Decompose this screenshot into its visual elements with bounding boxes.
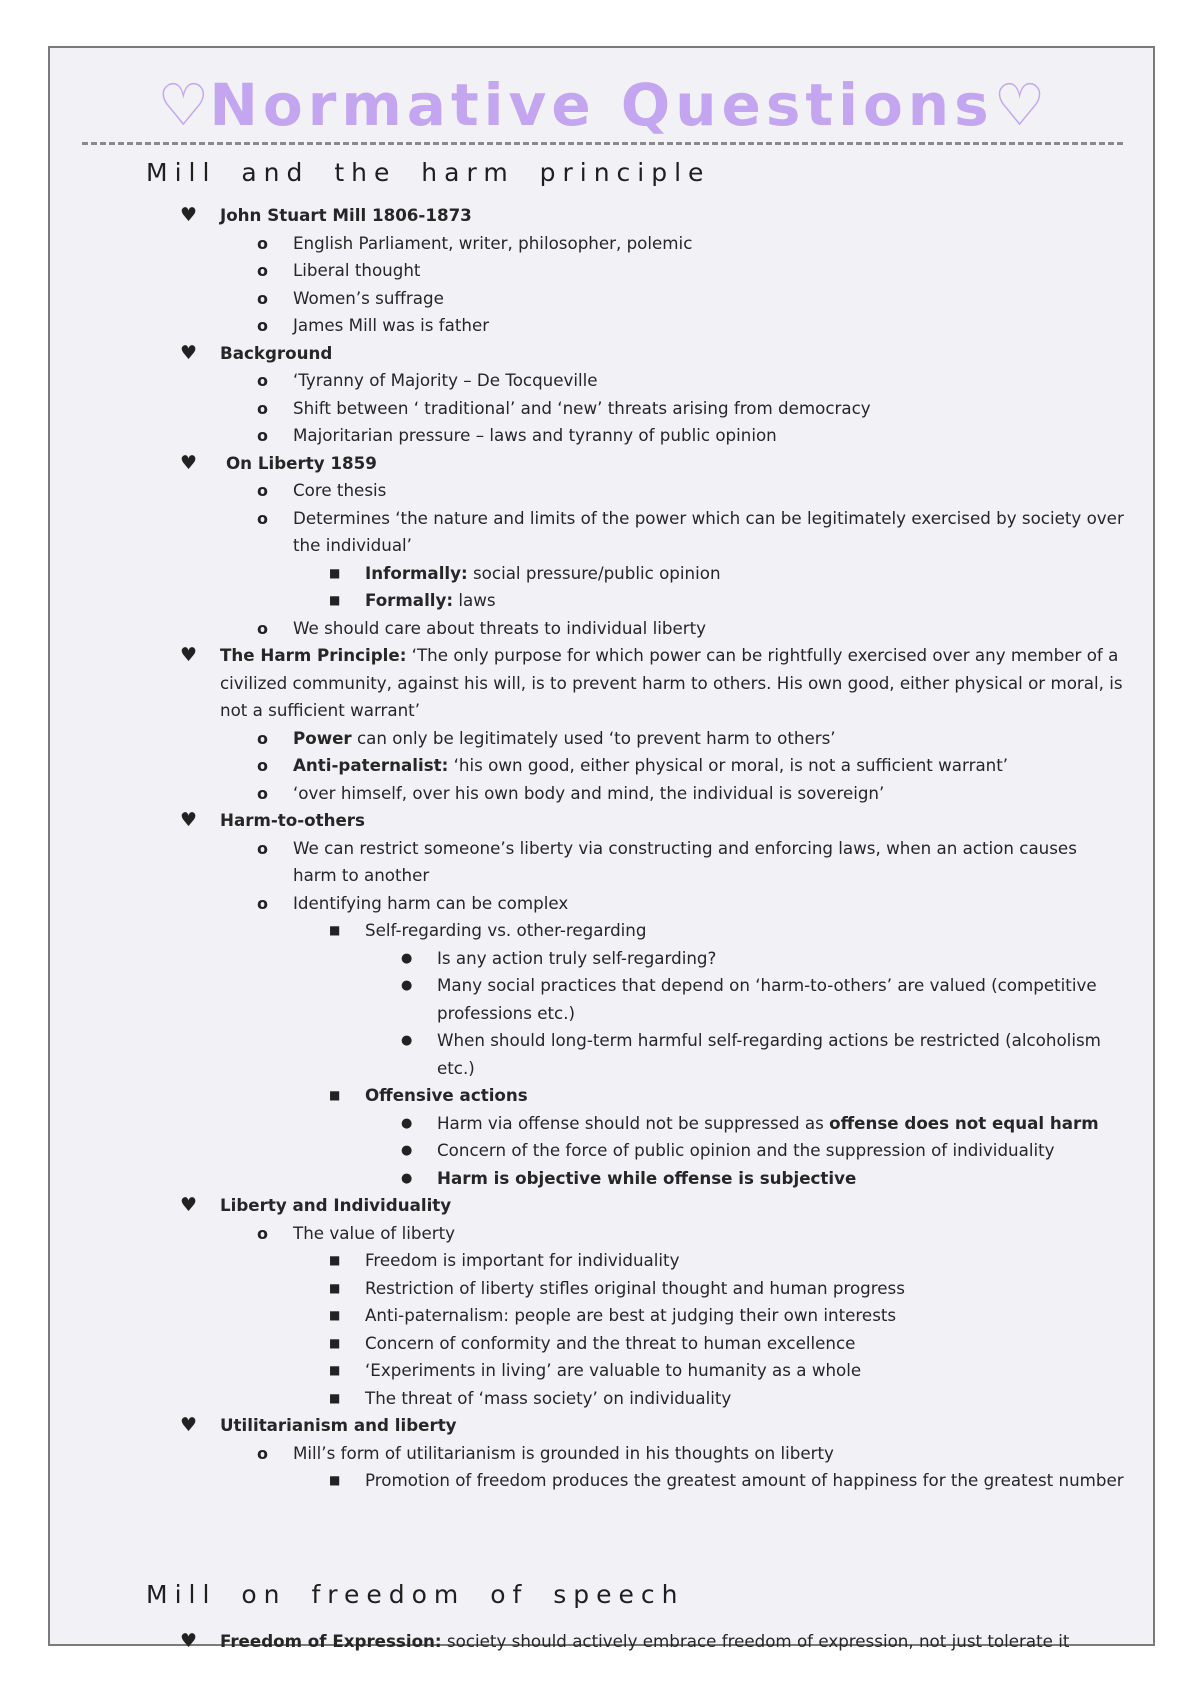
dot-bullet-icon: ● bbox=[401, 1033, 413, 1048]
list-item: ■ Self-regarding vs. other-regarding bbox=[50, 917, 1153, 945]
list-item: ● Is any action truly self-regarding? bbox=[50, 945, 1153, 973]
list-item: o Liberal thought bbox=[50, 257, 1153, 285]
circle-bullet-icon: o bbox=[257, 398, 268, 418]
list-item: o The value of liberty bbox=[50, 1220, 1153, 1248]
heart-bullet-icon: ♥ bbox=[180, 204, 198, 226]
section-heading: Mill and the harm principle bbox=[146, 158, 711, 187]
circle-bullet-icon: o bbox=[257, 783, 268, 803]
list-item: ♥ On Liberty 1859 bbox=[50, 450, 1153, 478]
heart-bullet-icon: ♥ bbox=[180, 341, 198, 364]
dot-bullet-icon: ● bbox=[401, 1170, 413, 1186]
document-page bbox=[48, 46, 1155, 1652]
circle-bullet-icon: o bbox=[257, 481, 268, 500]
list-item: o Majoritarian pressure – laws and tyranny of public opinion bbox=[50, 422, 1153, 450]
list-item: ■ Formally: laws bbox=[50, 587, 1153, 615]
square-bullet-icon: ■ bbox=[329, 1280, 341, 1295]
heart-bullet-icon: ♥ bbox=[180, 1630, 198, 1652]
circle-bullet-icon: o bbox=[257, 261, 268, 280]
circle-bullet-icon: o bbox=[257, 426, 268, 445]
list-item: o ‘Tyranny of Majority – De Tocqueville bbox=[50, 367, 1153, 395]
list-item: ● Concern of the force of public opinion and the suppression of individuality bbox=[50, 1137, 1153, 1165]
heart-icon: ♡ bbox=[157, 71, 210, 139]
list-item: ■ Informally: social pressure/public opinion bbox=[50, 560, 1153, 588]
heart-bullet-icon: ♥ bbox=[180, 644, 198, 666]
list-item: o Power can only be legitimately used ‘to prevent harm to others’ bbox=[50, 725, 1153, 753]
circle-bullet-icon: o bbox=[257, 618, 268, 638]
square-bullet-icon: ■ bbox=[329, 565, 341, 580]
list-item: o Identifying harm can be complex bbox=[50, 890, 1153, 918]
circle-bullet-icon: o bbox=[257, 728, 268, 748]
square-bullet-icon: ■ bbox=[329, 1308, 341, 1322]
list-item: o Mill’s form of utilitarianism is grounded in his thoughts on liberty bbox=[50, 1440, 1153, 1468]
heart-bullet-icon: ♥ bbox=[180, 1194, 198, 1216]
list-item: ♥ Harm-to-others bbox=[50, 807, 1153, 835]
heart-bullet-icon: ♥ bbox=[180, 1414, 198, 1436]
list-item: ■ Concern of conformity and the threat to human excellence bbox=[50, 1330, 1153, 1358]
list-item: ● Many social practices that depend on ‘harm-to-others’ are valued (competitive professions etc.) bbox=[50, 972, 1153, 1027]
list-item: ● When should long-term harmful self-regarding actions be restricted (alcoholism etc.) bbox=[50, 1027, 1153, 1082]
list-item: o We should care about threats to individual liberty bbox=[50, 615, 1153, 643]
list-item: o James Mill was is father bbox=[50, 312, 1153, 340]
list-item: o English Parliament, writer, philosopher, polemic bbox=[50, 230, 1153, 258]
dot-bullet-icon: ● bbox=[401, 1115, 413, 1131]
list-item: ■ ‘Experiments in living’ are valuable to humanity as a whole bbox=[50, 1357, 1153, 1385]
list-item: o Core thesis bbox=[50, 477, 1153, 505]
circle-bullet-icon: o bbox=[257, 1223, 268, 1243]
heart-icon: ♡ bbox=[993, 71, 1046, 139]
list-item: ■ Offensive actions bbox=[50, 1082, 1153, 1110]
list-item: ● Harm is objective while offense is subjective bbox=[50, 1165, 1153, 1193]
square-bullet-icon: ■ bbox=[329, 1390, 341, 1405]
list-item: ■ Restriction of liberty stifles original thought and human progress bbox=[50, 1275, 1153, 1303]
list-item: ♥ Background bbox=[50, 340, 1153, 368]
circle-bullet-icon: o bbox=[257, 756, 268, 775]
square-bullet-icon: ■ bbox=[329, 923, 341, 937]
dot-bullet-icon: ● bbox=[401, 950, 413, 966]
list-item: ♥ Liberty and Individuality bbox=[50, 1192, 1153, 1220]
circle-bullet-icon: o bbox=[257, 233, 268, 253]
list-item: o Determines ‘the nature and limits of the power which can be legitimately exercised by society over the individual’ bbox=[50, 505, 1153, 560]
circle-bullet-icon: o bbox=[257, 508, 268, 528]
list-item: ■ Promotion of freedom produces the greatest amount of happiness for the greatest number bbox=[50, 1467, 1153, 1495]
list-item: o Anti-paternalist: ‘his own good, either physical or moral, is not a sufficient warrant’ bbox=[50, 752, 1153, 780]
circle-bullet-icon: o bbox=[257, 1443, 268, 1463]
dashed-divider bbox=[82, 142, 1123, 145]
list-item: ♥ Freedom of Expression: society should actively embrace freedom of expression, not just tolerate it bbox=[50, 1628, 1153, 1656]
circle-bullet-icon: o bbox=[257, 893, 268, 913]
square-bullet-icon: ■ bbox=[329, 1335, 341, 1350]
list-item: o Shift between ‘ traditional’ and ‘new’ threats arising from democracy bbox=[50, 395, 1153, 423]
heart-bullet-icon: ♥ bbox=[180, 809, 198, 831]
list-item: ♥ Utilitarianism and liberty bbox=[50, 1412, 1153, 1440]
list-item: ■ Freedom is important for individuality bbox=[50, 1247, 1153, 1275]
section-heading: Mill on freedom of speech bbox=[146, 1580, 685, 1609]
square-bullet-icon: ■ bbox=[329, 593, 341, 607]
page-title-text: Normative Questions bbox=[209, 71, 994, 139]
circle-bullet-icon: o bbox=[257, 371, 268, 390]
heart-bullet-icon: ♥ bbox=[180, 451, 198, 474]
page-title bbox=[50, 70, 1153, 140]
square-bullet-icon: ■ bbox=[329, 1473, 341, 1487]
list-item: o We can restrict someone’s liberty via constructing and enforcing laws, when an action causes harm to another bbox=[50, 835, 1153, 890]
square-bullet-icon: ■ bbox=[329, 1253, 341, 1267]
section-content bbox=[50, 202, 1153, 1495]
dot-bullet-icon: ● bbox=[401, 1143, 413, 1158]
circle-bullet-icon: o bbox=[257, 288, 268, 308]
list-item: ♥ The Harm Principle: ‘The only purpose for which power can be rightfully exercised over any member of a civilized community, against his will, is to prevent harm to others. His own good, either physical or moral, is not a sufficient warrant’ bbox=[180, 644, 1123, 720]
list-item: ● Harm via offense should not be suppressed as offense does not equal harm bbox=[50, 1110, 1153, 1138]
list-item: ■ The threat of ‘mass society’ on individuality bbox=[50, 1385, 1153, 1413]
square-bullet-icon: ■ bbox=[329, 1088, 341, 1102]
list-item: o ‘over himself, over his own body and mind, the individual is sovereign’ bbox=[50, 780, 1153, 808]
list-item: ♥ John Stuart Mill 1806-1873 bbox=[50, 202, 1153, 230]
section-content bbox=[50, 1628, 1153, 1656]
circle-bullet-icon: o bbox=[257, 838, 268, 858]
square-bullet-icon: ■ bbox=[329, 1363, 341, 1377]
dot-bullet-icon: ● bbox=[401, 978, 413, 993]
list-item: ■ Anti-paternalism: people are best at judging their own interests bbox=[50, 1302, 1153, 1330]
list-item: o Women’s suffrage bbox=[50, 285, 1153, 313]
circle-bullet-icon: o bbox=[257, 316, 268, 335]
